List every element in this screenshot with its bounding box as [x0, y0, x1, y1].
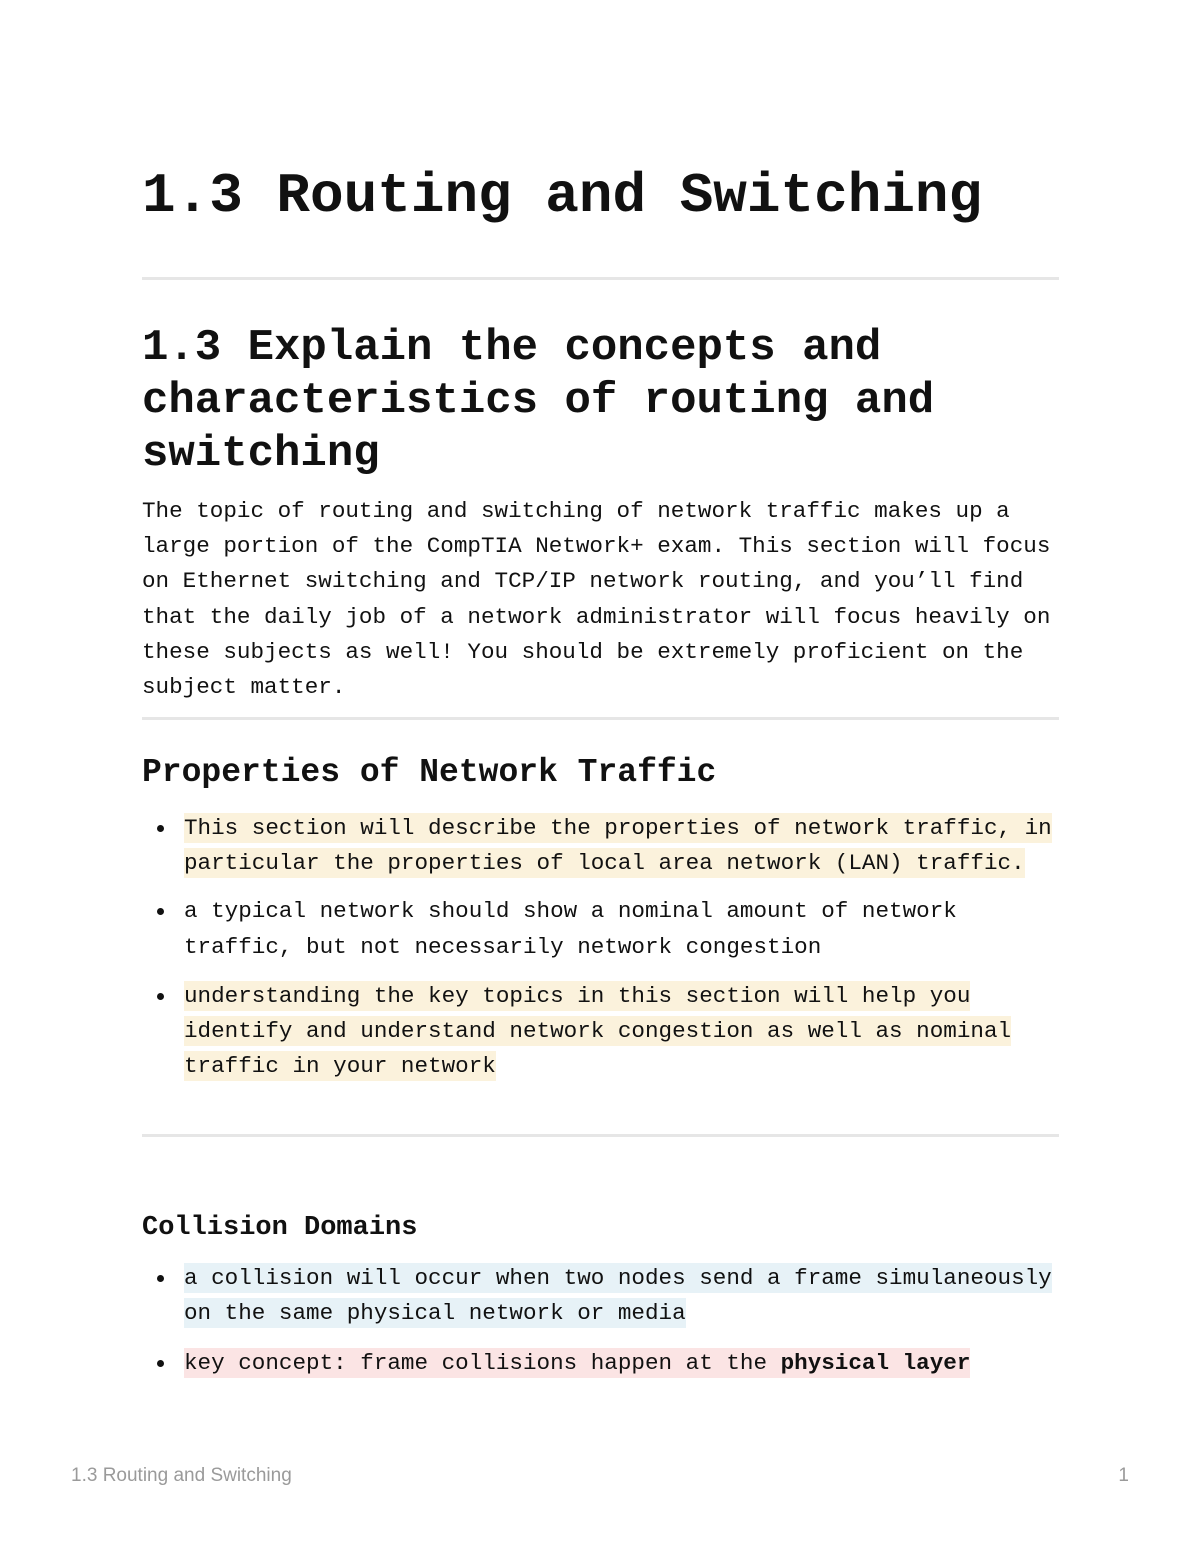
title-divider	[142, 277, 1059, 280]
objective-heading: 1.3 Explain the concepts and characteristics of routing and switching	[142, 323, 935, 479]
footer-page-number: 1	[1118, 1465, 1129, 1486]
key-concept-text: key concept: frame collisions happen at the	[184, 1350, 781, 1377]
bullet-icon	[157, 825, 164, 832]
bullet-icon	[157, 1275, 164, 1282]
bullet-icon	[157, 993, 164, 1000]
list-item	[142, 1261, 1059, 1331]
highlighted-text	[184, 1348, 970, 1378]
collision-list	[142, 1261, 1059, 1382]
highlighted-text: understanding the key topics in this section will help you identify and understand network congestion as well as nominal traffic in your network	[184, 982, 1012, 1080]
key-concept-bold: physical layer	[780, 1350, 971, 1377]
section-divider-1	[142, 717, 1059, 720]
list-item	[142, 894, 1059, 964]
list-item	[142, 811, 1059, 881]
list-item	[142, 979, 1059, 1085]
section-divider-2	[142, 1134, 1059, 1137]
list-item	[142, 1346, 1059, 1381]
bullet-icon	[157, 1360, 164, 1367]
intro-paragraph: The topic of routing and switching of network traffic makes up a large portion of the CompTIA Network+ exam. This section will focus on Ethernet switching and TCP/IP network routing, and you’ll find that the daily job of a network administrator will focus heavily on these subjects as well! You should be extremely proficient on the subject matter.	[142, 498, 1051, 701]
properties-list	[142, 811, 1059, 1084]
properties-heading: Properties of Network Traffic	[142, 754, 717, 791]
list-item-text: a typical network should show a nominal amount of network traffic, but not necessarily network congestion	[184, 898, 957, 960]
bullet-icon	[157, 908, 164, 915]
collision-heading: Collision Domains	[142, 1213, 418, 1243]
footer-doc-title: 1.3 Routing and Switching	[71, 1465, 292, 1486]
highlighted-text: a collision will occur when two nodes send a frame simulaneously on the same physical network or media	[184, 1265, 1052, 1327]
highlighted-text: This section will describe the properties of network traffic, in particular the properties of local area network (LAN) traffic.	[184, 815, 1052, 877]
page-title: 1.3 Routing and Switching	[142, 164, 983, 228]
